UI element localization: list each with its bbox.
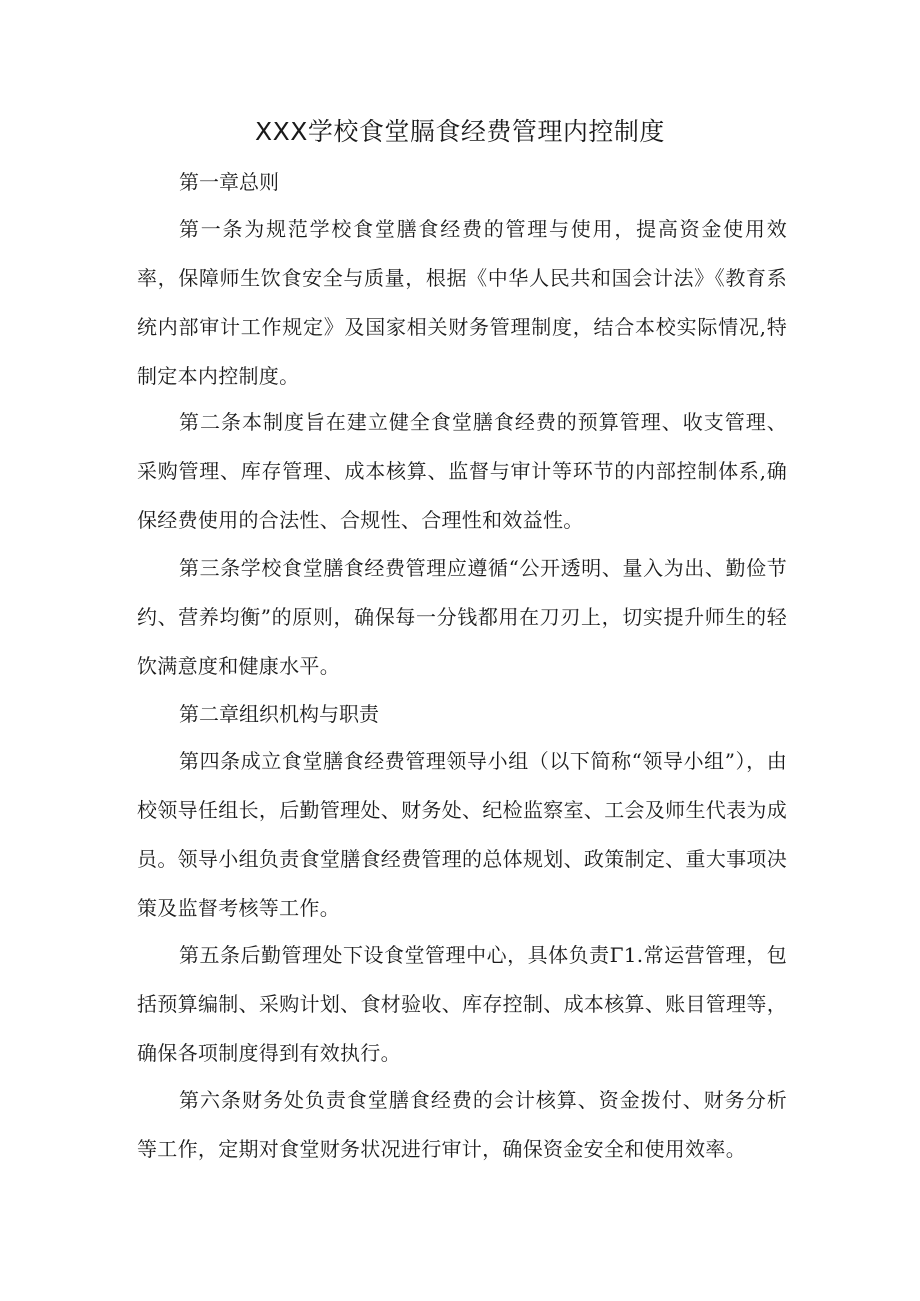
- document-title: XXX学校食堂膈食经费管理内控制度: [255, 117, 665, 146]
- article-6: 第六条财务处负责食堂膳食经费的会计核算、资金拨付、财务分析等工作，定期对食堂财务状况进行审计，确保资金安全和使用效率。: [137, 1088, 787, 1161]
- article-3: 第三条学校食堂膳食经费管理应遵循“公开透明、量入为出、勤俭节约、营养均衡”的原则，确保每一分钱都用在刀刃上，切实提升师生的轻饮满意度和健康水平。: [137, 556, 787, 678]
- chapter-heading-2: 第二章组织机构与职责: [179, 702, 379, 726]
- article-4: 第四条成立食堂膳食经费管理领导小组（以下简称“领导小组”），由校领导任组长，后勤管理处、财务处、纪检监察室、工会及师生代表为成员。领导小组负责食堂膳食经费管理的总体规划、政策制定、重大事项决策及监督考核等工作。: [137, 749, 787, 920]
- article-1: 第一条为规范学校食堂膳食经费的管理与使用，提高资金使用效率，保障师生饮食安全与质量，根据《中华人民共和国会计法》《教育系统内部审计工作规定》及国家相关财务管理制度，结合本校实际情况,特制定本内控制度。: [137, 217, 787, 388]
- chapter-heading-1: 第一章总则: [179, 170, 279, 194]
- article-2: 第二条本制度旨在建立健全食堂膳食经费的预算管理、收支管理、采购管理、库存管理、成本核算、监督与审计等环节的内部控制体系,确保经费使用的合法性、合规性、合理性和效益性。: [137, 410, 787, 532]
- article-5: 第五条后勤管理处下设食堂管理中心，具体负责Γ1.常运营管理，包括预算编制、采购计划、食材验收、库存控制、成本核算、账目管理等，确保各项制度得到有效执行。: [137, 943, 787, 1065]
